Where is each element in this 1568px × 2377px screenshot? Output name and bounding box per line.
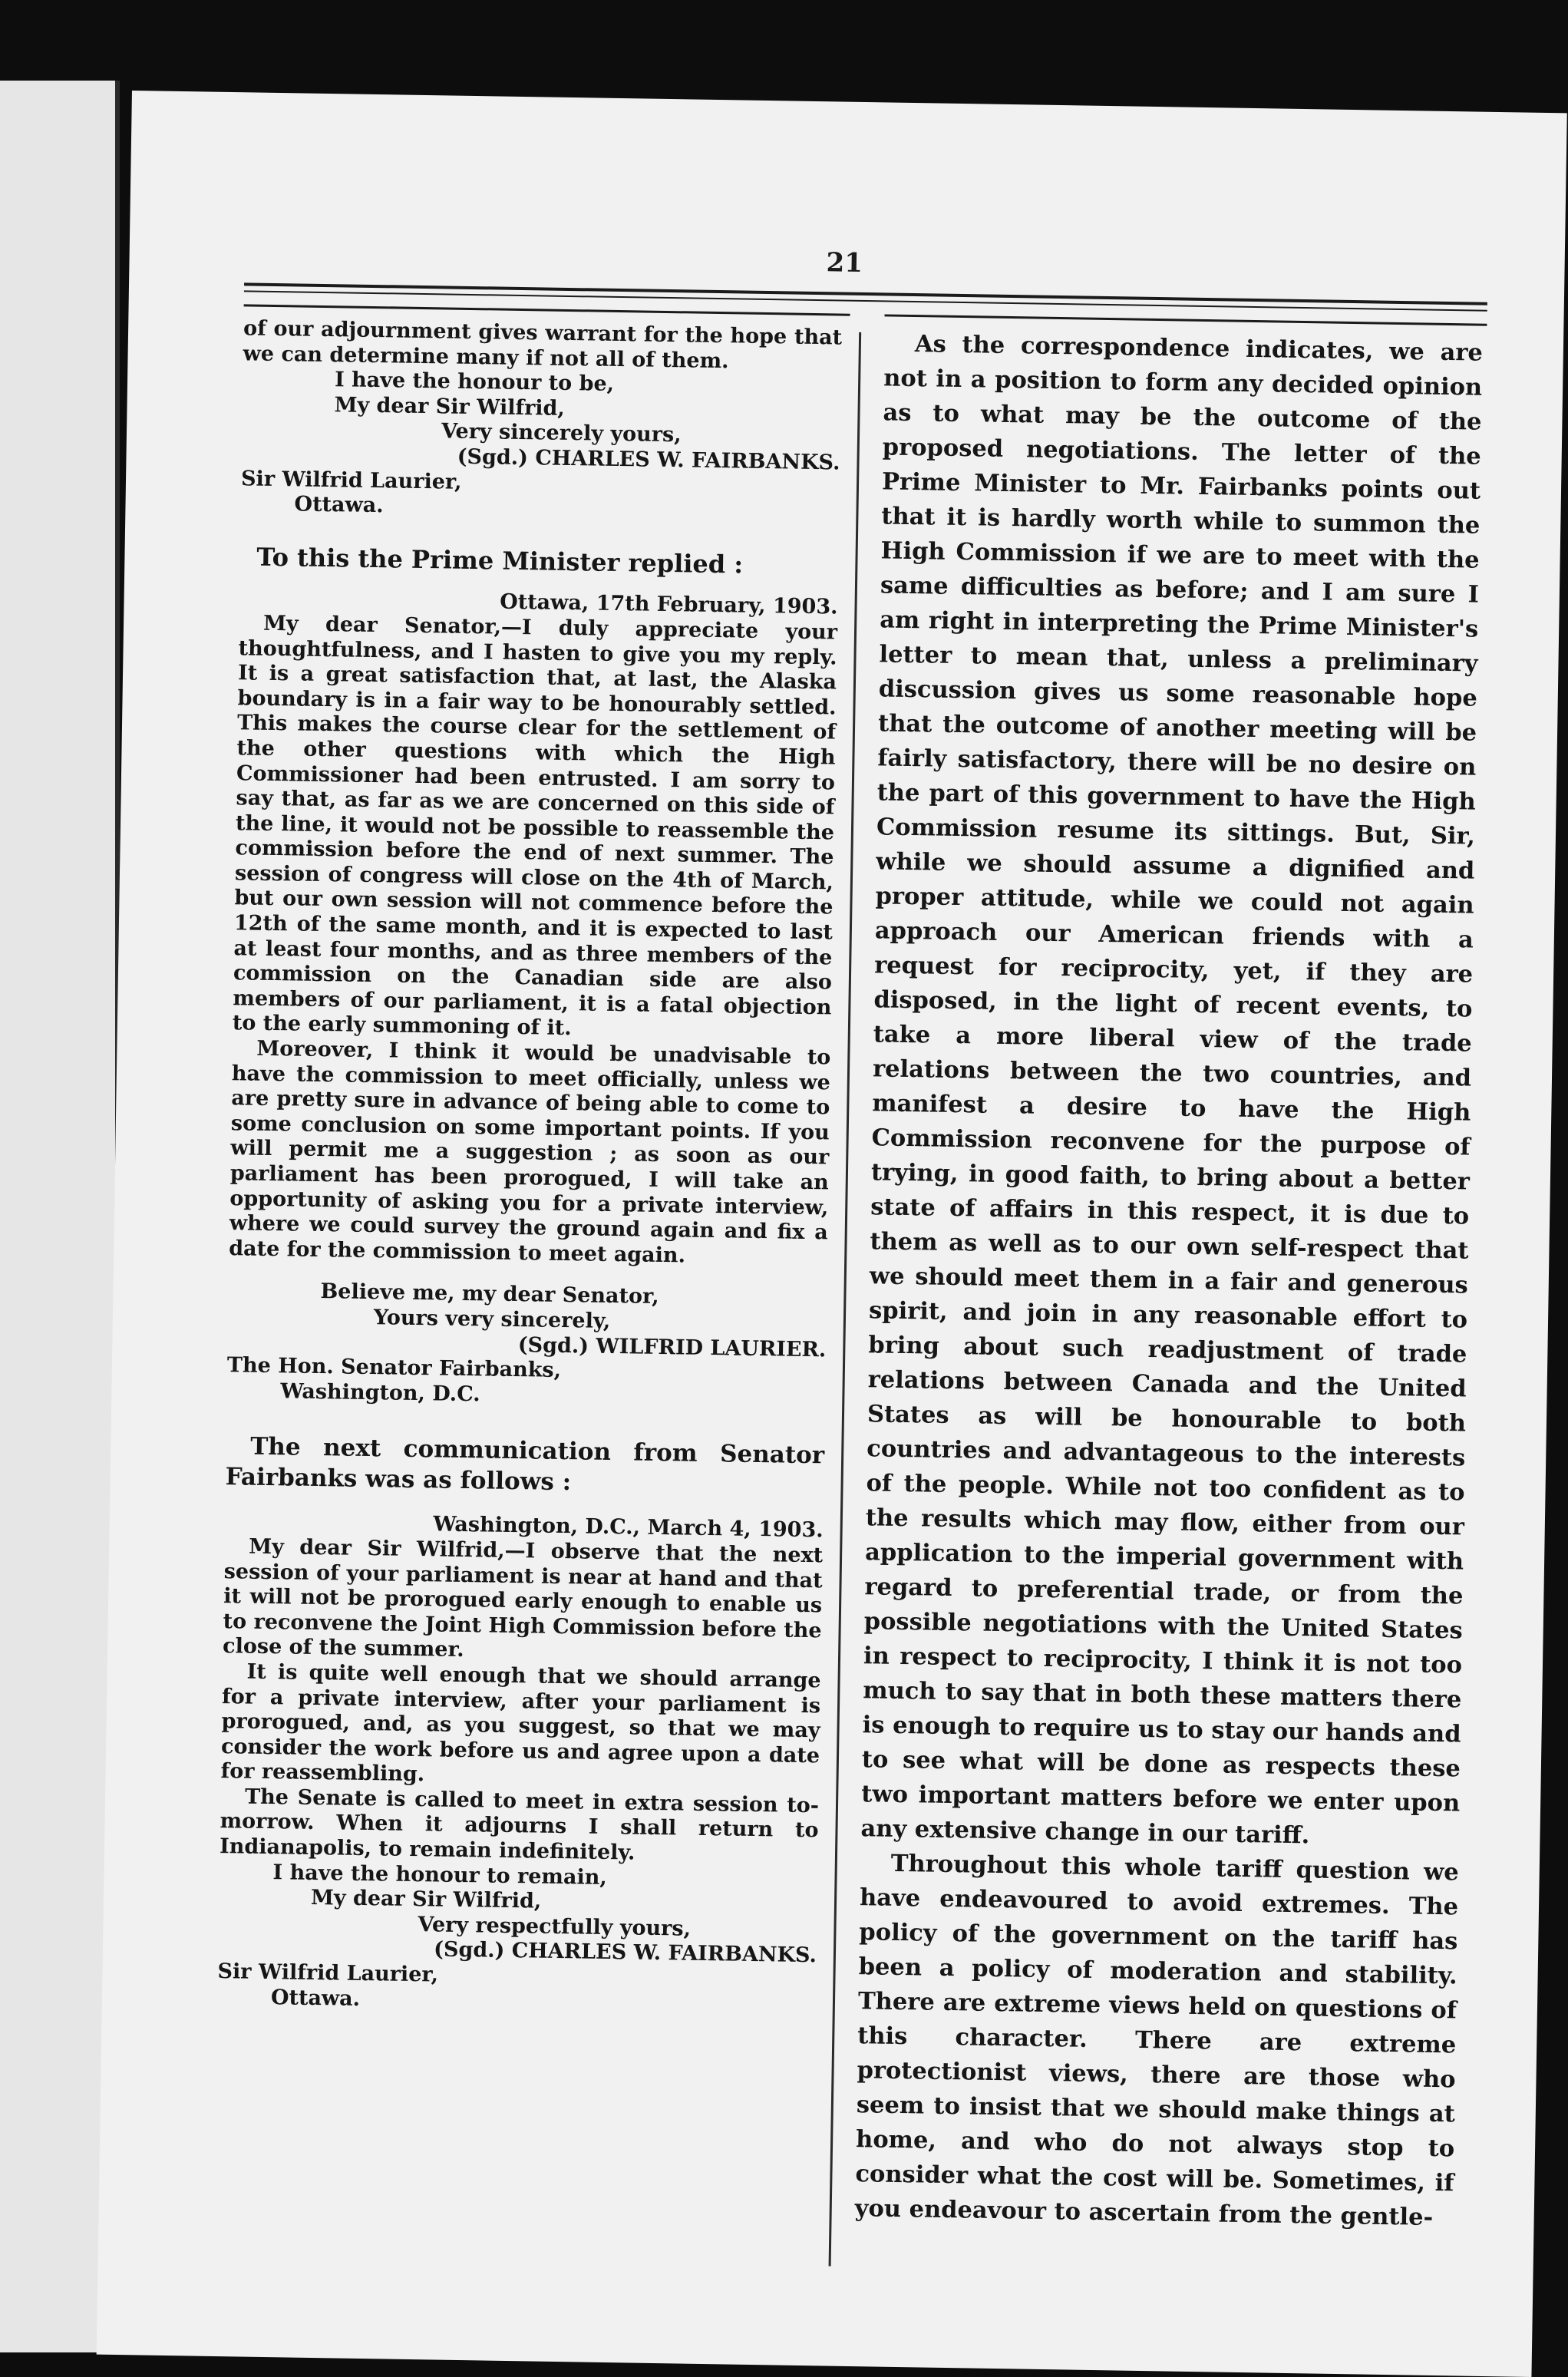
page-number: 21 [826,247,863,279]
letter3-addressee-name: Sir Wilfrid Laurier, [217,1959,439,1987]
letter1-closing-body: of our adjournment gives warrant for the hope that we can determine many if not all of them. [243,316,843,373]
column-rule-left [244,304,850,315]
letter3-honour: I have the honour to remain, [272,1860,608,1890]
letter2-addressee-name: The Hon. Senator Fairbanks, [226,1353,562,1383]
letter3-paragraph-3: The Senate is called to meet in extra session to-morrow. When it adjourns I shall return to Indianapolis, to remain indefinitely. [219,1784,820,1865]
letter3-respectfully: Very respectfully yours, [418,1912,692,1941]
right-column [854,326,1483,2235]
letter2-yours: Yours very sincerely, [373,1306,611,1333]
letter1-salutation: My dear Sir Wilfrid, [334,392,566,421]
letter3-paragraph-2: It is quite well enough that we should arrange for a private interview, after your parliament is prorogued, and, as you suggest, so that we may consider the work before us and agree upon a date for reassembling. [220,1659,821,1787]
document-page [97,91,1567,2377]
letter3-paragraph-1: My dear Sir Wilfrid,—I observe that the next session of your parliament is near at hand and that it will not be prorogued early enough to enable us to reconvene the Joint High Commission before the close of the summer. [222,1534,824,1662]
letter3-addressee-place: Ottawa. [270,1985,361,2011]
reply-heading: To this the Prime Minister replied : [256,542,744,579]
letter3-signature: (Sgd.) CHARLES W. FAIRBANKS. [433,1937,817,1968]
next-communication: The next communication from Senator Fairbanks was as follows : [225,1432,825,1497]
letter1-addressee-place: Ottawa. [294,492,384,518]
letter1-addressee-name: Sir Wilfrid Laurier, [240,466,462,494]
letter1-signature: (Sgd.) CHARLES W. FAIRBANKS. [457,444,840,475]
column-rule-right [884,314,1487,325]
letter2-believe: Believe me, my dear Senator, [320,1279,659,1309]
letter3-salutation: My dear Sir Wilfrid, [310,1886,542,1913]
letter2-paragraph-2: Moreover, I think it would be unadvisable to have the commission to meet officially, unless we are pretty sure in advance of being able to come to some conclusion on some important points. If you will permit me a suggestion ; as soon as our parliament has been prorogued, I will take an opportunity of asking you for a private interview, where we could survey the ground again and fix a date for the commission to meet again. [229,1036,831,1268]
letter2-paragraph-1: My dear Senator,—I duly appreciate your thoughtfulness, and I hasten to give you my reply. It is a great satisfaction that, at last, the Alaska boundary is in a fair way to be honourably settled. This makes the course clear for the settlement of the other questions with which the High Commissioner had been entrusted. I am sorry to say that, as far as we are concerned on this side of the line, it would not be possible to reassemble the commission before the end of next summer. The session of congress will close on the 4th of March, but our own session will not commence before the 12th of the same month, and it is expected to last at least four months, and as three members of the commission on the Canadian side are also members of our parliament, it is a fatal objection to the early summoning of it. [232,611,838,1041]
right-paragraph-1: As the correspondence indicates, we are not in a position to form any decided opinion as to what may be the outcome of the proposed negotiations. The letter of the Prime Minister to Mr. Fairbanks points out that it is hardly worth while to summon the High Commission if we are to meet with the same difficulties as before; and I am sure I am right in interpreting the Prime Minister's letter to mean that, unless a preliminary discussion gives us some reasonable hope that the outcome of another meeting will be fairly satisfactory, there will be no desire on the part of this government to have the High Commission resume its sittings. But, Sir, while we should assume a dignified and proper attitude, while we could not again approach our American friends with a request for reciprocity, yet, if they are disposed, in the light of recent events, to take a more liberal view of the trade relations between the two countries, and manifest a desire to have the High Commission reconvene for the purpose of trying, in good faith, to bring about a better state of affairs in this respect, it is due to them as well as to our own self-respect that we should meet them in a fair and generous spirit, and join in any reasonable effort to bring about such readjustment of trade relations between Canada and the United States as will be honourable to both countries and advantageous to the interests of the people. While not too confident as to the results which may flow, either from our application to the imperial government with regard to preferential trade, or from the possible negotiations with the United States in respect to reciprocity, I think it is not too much to say that in both these matters there is enough to require us to stay our hands and to see what will be done as respects these two important matters before we enter upon any extensive change in our tariff. [860,330,1484,1850]
right-paragraph-2: Throughout this whole tariff question we have endeavoured to avoid extremes. The policy of the government on the tariff has been a policy of moderation and stability. There are extreme views held on questions of this character. There are extreme protectionist views, there are those who seem to insist that we should make things at home, and who do not always stop to consider what the cost will be. Sometimes, if you endeavour to ascertain from the gentle- [854,1849,1460,2231]
left-column [217,316,843,2019]
letter2-addressee-place: Washington, D.C. [280,1378,480,1407]
letter2-signature: (Sgd.) WILFRID LAURIER. [517,1332,827,1362]
letter2-dateline: Ottawa, 17th February, 1903. [499,589,838,619]
letter1-sincerely: Very sincerely yours, [441,419,682,447]
letter3-dateline: Washington, D.C., March 4, 1903. [433,1512,824,1543]
letter1-honour: I have the honour to be, [334,368,615,397]
